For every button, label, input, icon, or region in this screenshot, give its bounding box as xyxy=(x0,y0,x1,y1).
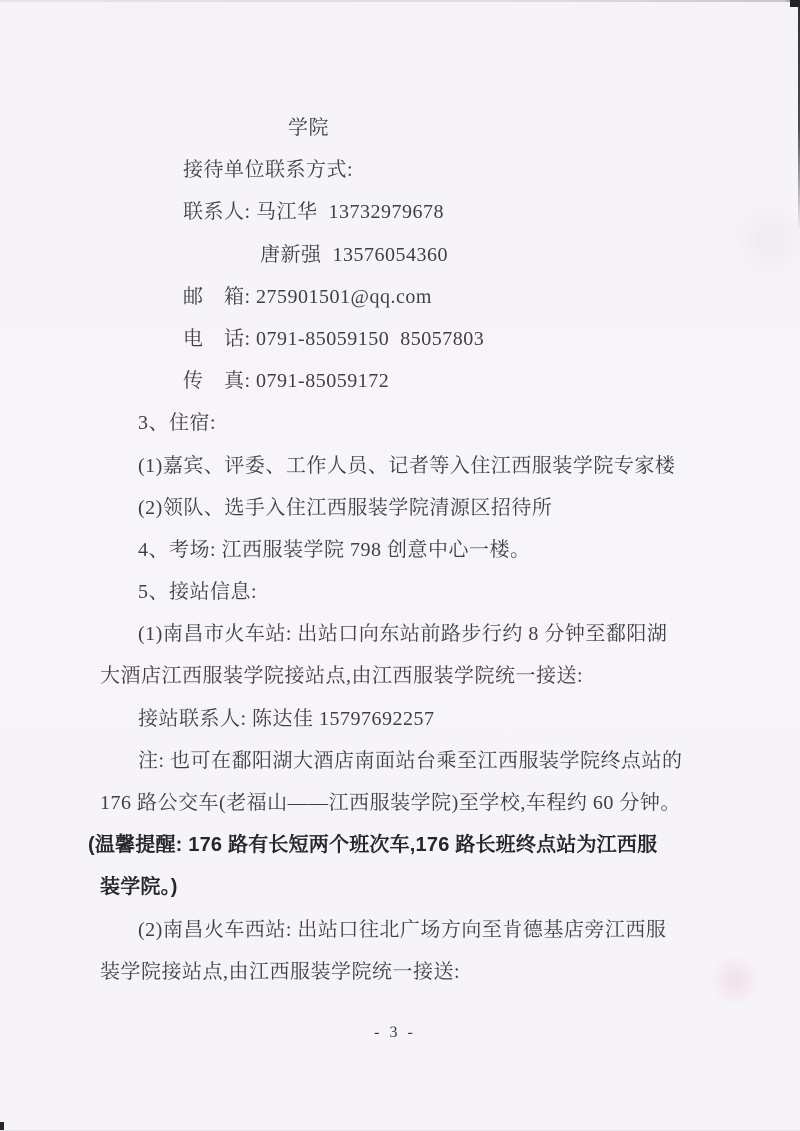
page-number: - 3 - xyxy=(374,1024,416,1041)
scan-mark-top-right xyxy=(790,0,800,7)
document-line: 唐新强 13576054360 xyxy=(260,243,448,266)
document-line: (2)南昌火车西站: 出站口往北广场方向至肯德基店旁江西服 xyxy=(138,918,667,941)
document-line: 电 话: 0791-85059150 85057803 xyxy=(183,327,485,350)
document-line: 装学院。) xyxy=(100,876,178,899)
scan-edge-top xyxy=(0,0,800,2)
document-line: (1)南昌市火车站: 出站口向东站前路步行约 8 分钟至鄱阳湖 xyxy=(138,623,668,646)
document-line: 邮 箱: 275901501@qq.com xyxy=(183,285,432,308)
document-line: 注: 也可在鄱阳湖大酒店南面站台乘至江西服装学院终点站的 xyxy=(138,749,683,772)
document-line: 接站联系人: 陈达佳 15797692257 xyxy=(138,707,435,730)
document-line: (温馨提醒: 176 路有长短两个班次车,176 路长班终点站为江西服 xyxy=(88,834,658,857)
document-line: (1)嘉宾、评委、工作人员、记者等入住江西服装学院专家楼 xyxy=(138,454,676,477)
document-line: (2)领队、选手入住江西服装学院清源区招待所 xyxy=(138,496,553,519)
document-line: 传 真: 0791-85059172 xyxy=(183,370,390,393)
document-line: 4、考场: 江西服装学院 798 创意中心一楼。 xyxy=(138,538,531,561)
document-line: 接待单位联系方式: xyxy=(183,159,354,182)
document-line: 176 路公交车(老福山——江西服装学院)至学校,车程约 60 分钟。 xyxy=(100,792,681,814)
document-body xyxy=(88,107,760,993)
document-line: 3、住宿: xyxy=(138,412,217,435)
document-line: 大酒店江西服装学院接站点,由江西服装学院统一接送: xyxy=(100,665,584,688)
document-line: 5、接站信息: xyxy=(138,581,258,604)
document-line: 联系人: 马江华 13732979678 xyxy=(183,201,445,224)
document-line: 装学院接站点,由江西服装学院统一接送: xyxy=(100,960,461,983)
document-line: 学院 xyxy=(288,117,329,139)
